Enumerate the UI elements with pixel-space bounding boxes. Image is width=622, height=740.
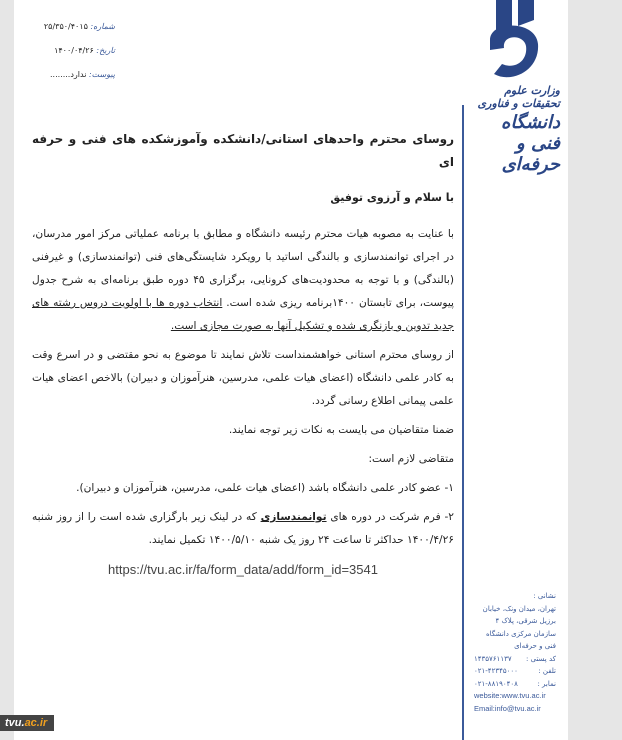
postal-label: کد پستی : [526, 654, 556, 663]
paragraph-3: ضمنا متقاضیان می بایست به نکات زیر توجه نمایند. [228, 424, 454, 436]
list-item-2 [32, 506, 454, 552]
number-value: ۲۵/۳۵۰/۴۰۱۵ [43, 22, 88, 31]
item2-emphasis: توانمندسازی [260, 511, 327, 523]
letter-meta [30, 20, 115, 92]
number-label: شماره: [90, 22, 115, 31]
address-label: نشانی : [533, 592, 556, 600]
ministry-logo-text [468, 84, 560, 175]
paragraph-2: از روسای محترم استانی خواهشمنداست تلاش نمایند تا موضوع به نحو مقتضی و در اسرع وقت به کادر علمی دانشگاه (اعضای هیات علمی، مدرسین، هنرآموزان و دبیران) بالاخص اعضای هیات علمی پیمانی اطلاع رسانی گردد. [32, 349, 454, 407]
watermark-a: tvu. [5, 717, 25, 729]
paragraph-1 [32, 223, 454, 338]
paragraph-4: متقاضی لازم است: [368, 453, 454, 465]
paragraph-1-underlined: انتخاب دوره ها با اولویت دروس رشته های جدید تدوین و بازنگری شده و تشکیل آنها به صورت مجازی است. [32, 297, 454, 332]
website: website:www.tvu.ac.ir [474, 691, 546, 700]
date-value: ۱۴۰۰/۰۴/۲۶ [54, 46, 94, 55]
fax: ۰۲۱-۸۸۱۹۰۴۰۸ [474, 679, 518, 688]
letter-greeting: با سلام و آرزوی توفیق [330, 191, 454, 204]
ministry-name: وزارت علوم تحقیقات و فناوری [477, 84, 560, 110]
form-link[interactable]: https://tvu.ac.ir/fa/form_data/add/form_id=3541 [108, 562, 378, 577]
letter-date [30, 44, 115, 68]
date-label: تاریخ: [96, 46, 115, 55]
site-watermark [0, 715, 54, 731]
postal-row [474, 653, 556, 666]
letter-attachment [30, 68, 115, 92]
phone: ۰۲۱-۴۲۳۴۵۰۰۰ [474, 667, 518, 675]
letter-body [32, 128, 454, 581]
list-item-1: ۱- عضو کادر علمی دانشگاه باشد (اعضای هیات علمی، مدرسین، هنرآموزان و دبیران). [76, 482, 454, 494]
address: تهران، میدان ونک، خیابان برزیل شرقی، پلاک ۴ سازمان مرکزی دانشگاه فنی و حرفه‌ای [482, 604, 556, 650]
letter-number [30, 20, 115, 44]
fax-label: نمابر : [537, 679, 556, 688]
fax-row [474, 678, 556, 691]
phone-label: تلفن : [538, 667, 556, 675]
divider-line [462, 105, 464, 740]
watermark-b: ac.ir [24, 717, 48, 729]
item2-text-a: ۲- فرم شرکت در دوره های [326, 511, 454, 523]
university-name: دانشگاه فنی و حرفه‌ای [501, 112, 560, 175]
postal-code: ۱۴۳۵۷۶۱۱۳۷ [474, 654, 512, 663]
email: Email:info@tvu.ac.ir [474, 703, 541, 713]
paragraph-1-text: با عنایت به مصوبه هیات محترم رئیسه دانشگاه و مطابق با برنامه عملیاتی مرکز امور مدرسان، در اجرای توانمندسازی و بالندگی اساتید با رویکرد شایستگی‌های فنی (توانمندسازی) و غیرفنی (بالندگی) و با توجه به محدودیت‌های کرونایی، برگزاری ۴۵ دوره طبق برنامه‌ای به شرح جدول پیوست، برای تابستان ۱۴۰۰برنامه ریزی شده است. [32, 228, 454, 309]
letter-title: روسای محترم واحدهای استانی/دانشکده وآموزشکده های فنی و حرفه ای [32, 132, 454, 169]
phone-row [474, 665, 556, 678]
attachment-value: ندارد........ [50, 70, 87, 79]
contact-info [474, 590, 556, 715]
attachment-label: پیوست: [88, 70, 115, 79]
item2-text-c: که در لینک زیر بارگزاری شده است را از روز شنبه ۱۴۰۰/۴/۲۶ حداکثر تا ساعت ۲۴ روز یک شنبه ۱۴۰۰/۵/۱۰ تکمیل نمایند. [32, 511, 454, 546]
university-logo-icon [482, 0, 542, 82]
